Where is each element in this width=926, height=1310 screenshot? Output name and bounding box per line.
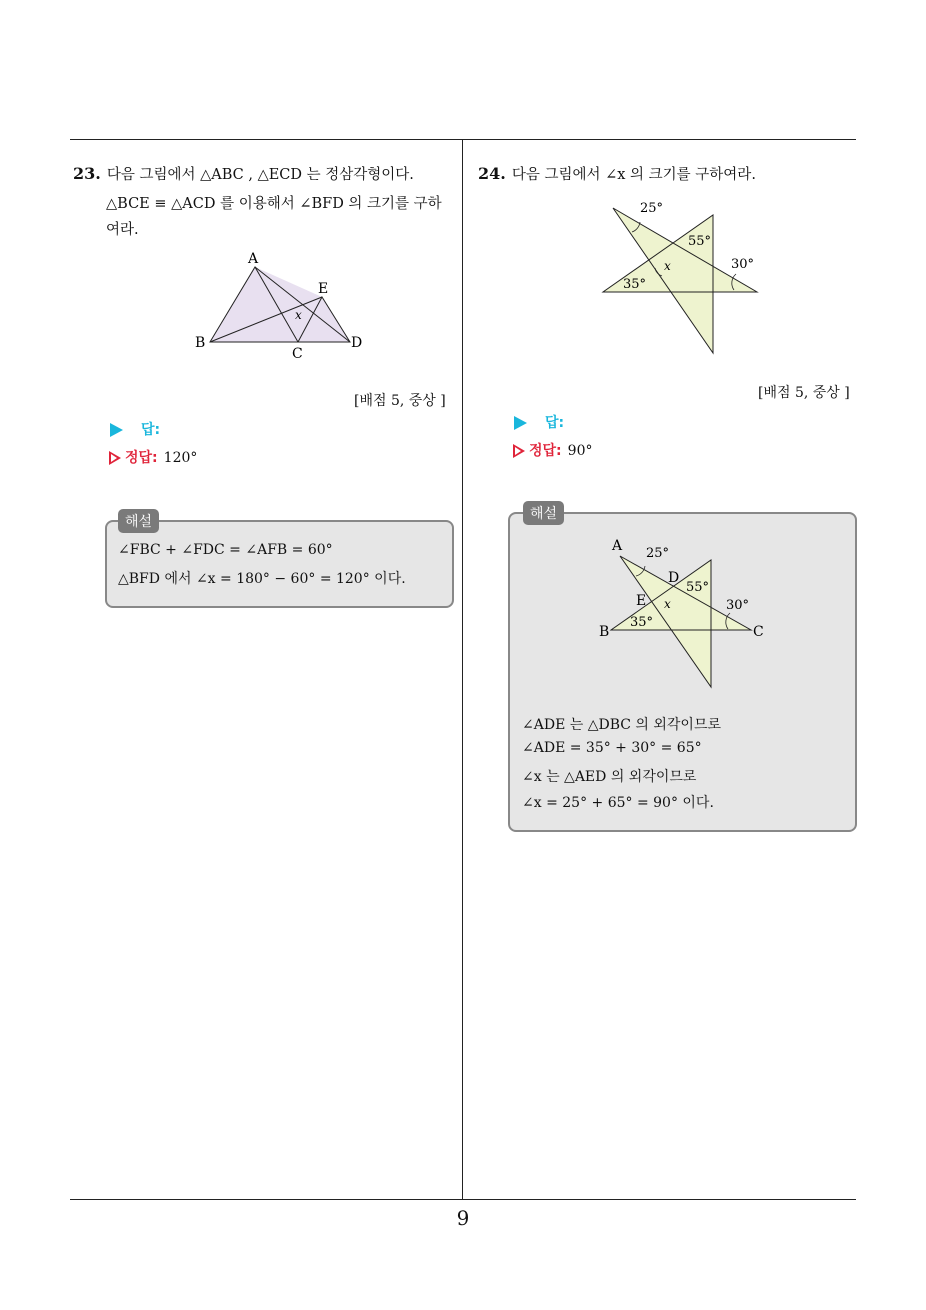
outline-triangle-icon — [109, 451, 121, 465]
q24-sol-label-C: C — [753, 624, 764, 640]
column-divider — [462, 139, 463, 1200]
q24-line1: 24. 다음 그림에서 ∠x 의 크기를 구하여라. — [478, 164, 756, 183]
bottom-rule — [70, 1199, 856, 1200]
q24-figure — [598, 196, 764, 358]
outline-triangle-icon — [513, 444, 525, 458]
q23-label-C: C — [292, 346, 303, 362]
q24-solution-figure — [596, 536, 768, 692]
q24-solution-line-3: ∠x 는 △AED 의 외각이므로 — [522, 769, 697, 785]
q23-label-B: B — [195, 335, 206, 351]
q23-shaded-region — [210, 267, 350, 342]
q24-correct-value: 90° — [567, 443, 593, 459]
q24-correct-row: 정답: 90° — [513, 440, 592, 460]
q24-sol-angle-30: 30° — [726, 598, 750, 613]
q24-sol-angle-25: 25° — [646, 546, 670, 561]
q24-answer-row: 답: — [514, 412, 564, 432]
q24-angle-x: x — [664, 259, 671, 273]
top-rule — [70, 139, 856, 140]
page-number: 9 — [456, 1206, 470, 1230]
q23-solution-tag: 해설 — [118, 509, 159, 533]
q24-angle-55: 55° — [688, 234, 712, 249]
q24-sol-label-B: B — [599, 624, 610, 640]
q23-label-A: A — [248, 251, 259, 267]
play-icon — [110, 423, 123, 437]
q23-figure — [190, 245, 370, 365]
q23-correct-value: 120° — [163, 450, 198, 466]
q23-answer-row: 답: — [110, 419, 160, 439]
q24-angle-35: 35° — [623, 277, 647, 292]
q24-sol-label-D: D — [668, 570, 680, 586]
q24-solution-line-4: ∠x = 25° + 65° = 90° 이다. — [522, 795, 714, 811]
q23-label-E: E — [318, 281, 329, 297]
q24-sol-angle-55: 55° — [686, 580, 710, 595]
q24-solution-tag: 해설 — [523, 501, 564, 525]
q24-solution-line-1: ∠ADE 는 △DBC 의 외각이므로 — [522, 717, 722, 733]
q23-correct-row: 정답: 120° — [109, 447, 197, 467]
q23-solution-line-2: △BFD 에서 ∠x = 180° − 60° = 120° 이다. — [118, 571, 406, 587]
q23-line3: 여라. — [106, 222, 139, 238]
q24-sol-angle-35: 35° — [630, 615, 654, 630]
q24-sol-angle-x: x — [664, 597, 671, 611]
q23-solution-line-1: ∠FBC + ∠FDC = ∠AFB = 60° — [118, 542, 333, 558]
q24-solution-line-2: ∠ADE = 35° + 30° = 65° — [522, 740, 702, 756]
q23-solution-box — [105, 520, 454, 608]
q23-label-x: x — [295, 308, 302, 322]
q24-angle-25: 25° — [640, 201, 664, 216]
q23-score: [배점 5, 중상 ] — [354, 393, 446, 409]
q23-line1: 23. 다음 그림에서 △ABC , △ECD 는 정삼각형이다. — [73, 164, 414, 183]
q24-number: 24. — [478, 164, 506, 183]
play-icon — [514, 416, 527, 430]
q24-sol-label-E: E — [636, 593, 647, 609]
q23-line2: △BCE ≡ △ACD 를 이용해서 ∠BFD 의 크기를 구하 — [106, 196, 442, 212]
q24-score: [배점 5, 중상 ] — [758, 385, 850, 401]
q24-angle-30: 30° — [731, 257, 755, 272]
q24-sol-label-A: A — [612, 538, 623, 554]
q23-label-D: D — [351, 335, 363, 351]
q23-number: 23. — [73, 164, 101, 183]
